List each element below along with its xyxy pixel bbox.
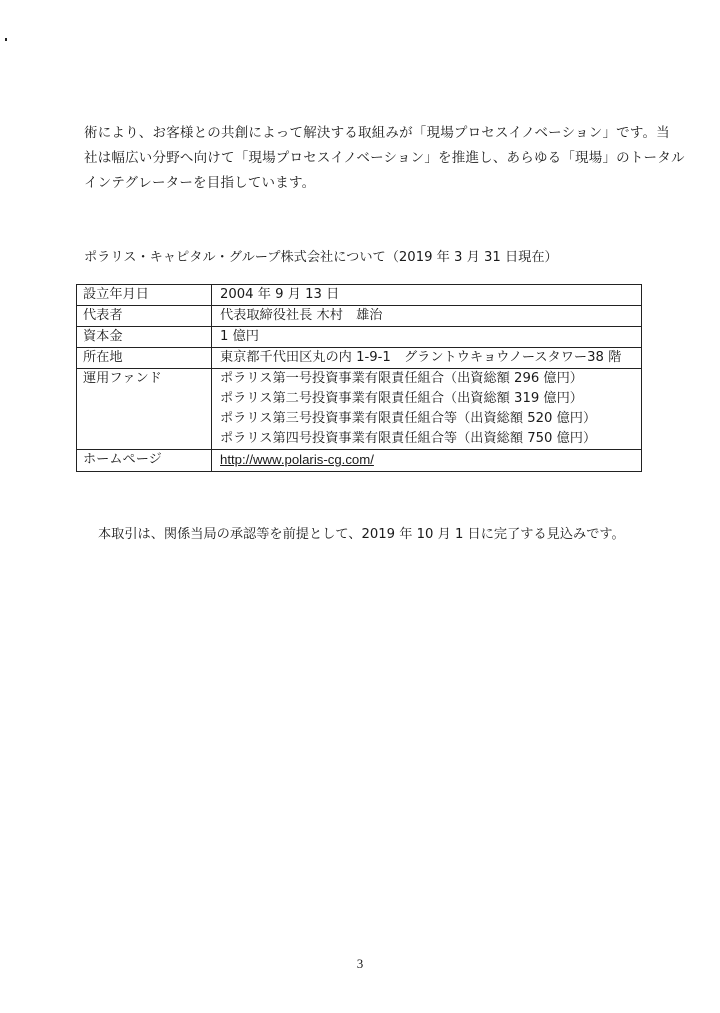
row-value: 2004 年 9 月 13 日 xyxy=(212,285,642,306)
fund-item: ポラリス第三号投資事業有限責任組合等（出資総額 520 億円） xyxy=(220,411,597,426)
row-label: 資本金 xyxy=(77,327,212,348)
table-row-homepage xyxy=(77,450,642,472)
fund-item: ポラリス第二号投資事業有限責任組合（出資総額 319 億円） xyxy=(220,391,583,406)
company-caption: ポラリス・キャピタル・グループ株式会社について（2019 年 3 月 31 日現在） xyxy=(84,250,558,265)
row-label: 設立年月日 xyxy=(77,285,212,306)
funds-list xyxy=(212,369,642,450)
fund-item: ポラリス第四号投資事業有限責任組合等（出資総額 750 億円） xyxy=(220,431,597,446)
intro-line: 社は幅広い分野へ向けて「現場プロセスイノベーション」を推進し、あらゆる「現場」のトータル xyxy=(84,150,685,166)
homepage-link[interactable]: http://www.polaris-cg.com/ xyxy=(220,452,374,467)
company-profile-table xyxy=(76,284,642,472)
intro-line: 術により、お客様との共創によって解決する取組みが「現場プロセスイノベーション」です。当 xyxy=(84,125,670,141)
page-number: 3 xyxy=(356,956,364,971)
row-label: ホームページ xyxy=(77,450,212,472)
table-row-funds xyxy=(77,369,642,450)
row-value xyxy=(212,450,642,472)
intro-line: インテグレーターを目指しています。 xyxy=(84,175,316,191)
intro-paragraph xyxy=(84,121,685,196)
row-label: 代表者 xyxy=(77,306,212,327)
row-value: 代表取締役社長 木村 雄治 xyxy=(212,306,642,327)
table-row xyxy=(77,348,642,369)
row-value: 1 億円 xyxy=(212,327,642,348)
fund-item: ポラリス第一号投資事業有限責任組合（出資総額 296 億円） xyxy=(220,371,583,386)
row-label: 所在地 xyxy=(77,348,212,369)
table-row xyxy=(77,306,642,327)
row-label: 運用ファンド xyxy=(77,369,212,450)
scan-speck xyxy=(5,38,7,41)
closing-sentence: 本取引は、関係当局の承認等を前提として、2019 年 10 月 1 日に完了する見込みです。 xyxy=(98,527,625,542)
table-row xyxy=(77,327,642,348)
table-row xyxy=(77,285,642,306)
row-value: 東京都千代田区丸の内 1-9-1 グラントウキョウノースタワー38 階 xyxy=(212,348,642,369)
